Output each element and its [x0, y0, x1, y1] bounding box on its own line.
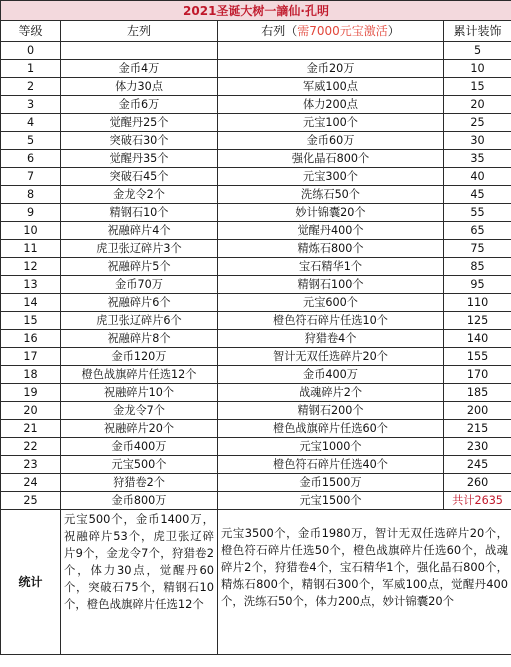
table-row	[1, 132, 511, 150]
level-cell: 5	[1, 132, 61, 150]
total-cell: 215	[444, 420, 511, 438]
total-cell: 85	[444, 258, 511, 276]
total-cell: 40	[444, 168, 511, 186]
stats-right-text: 元宝3500个，金币1980万，智计无双任选碎片20个，橙色符石碎片任选50个，橙色战旗碎片任选60个，战魂碎片2个，狩猎卷4个，宝石精华1个，强化晶石800个，精炼石800个，精钢石300个，军威100点，觉醒丹400个，洗练石50个，体力200点，妙计锦囊20个	[221, 526, 509, 608]
left-reward-cell: 虎卫张辽碎片6个	[61, 312, 218, 330]
right-reward-cell: 强化晶石800个	[218, 150, 444, 168]
table-row	[1, 240, 511, 258]
left-reward-cell: 狩猎卷2个	[61, 474, 218, 492]
left-reward-cell: 金币6万	[61, 96, 218, 114]
table-row	[1, 474, 511, 492]
left-reward-cell: 金币800万	[61, 492, 218, 510]
level-cell: 24	[1, 474, 61, 492]
left-reward-cell: 体力30点	[61, 78, 218, 96]
level-cell: 23	[1, 456, 61, 474]
table-row	[1, 492, 511, 510]
total-cell: 45	[444, 186, 511, 204]
table-row	[1, 456, 511, 474]
total-cell: 共计2635	[444, 492, 511, 510]
level-cell: 6	[1, 150, 61, 168]
level-cell: 12	[1, 258, 61, 276]
header-left: 左列	[61, 21, 218, 42]
header-total: 累计装饰	[444, 21, 511, 42]
total-cell: 125	[444, 312, 511, 330]
left-reward-cell: 觉醒丹35个	[61, 150, 218, 168]
left-reward-cell: 祝融碎片5个	[61, 258, 218, 276]
total-cell: 10	[444, 60, 511, 78]
header-level: 等级	[1, 21, 61, 42]
header-row	[1, 21, 511, 42]
table-title: 2021圣诞大树一謫仙·孔明	[1, 1, 511, 21]
right-reward-cell: 体力200点	[218, 96, 444, 114]
total-cell: 15	[444, 78, 511, 96]
level-cell: 15	[1, 312, 61, 330]
table-row	[1, 222, 511, 240]
level-cell: 13	[1, 276, 61, 294]
table-row	[1, 366, 511, 384]
right-reward-cell: 战魂碎片2个	[218, 384, 444, 402]
left-reward-cell: 金币400万	[61, 438, 218, 456]
left-reward-cell: 橙色战旗碎片任选12个	[61, 366, 218, 384]
left-reward-cell: 祝融碎片4个	[61, 222, 218, 240]
total-cell: 75	[444, 240, 511, 258]
level-cell: 22	[1, 438, 61, 456]
level-cell: 1	[1, 60, 61, 78]
table-row	[1, 276, 511, 294]
level-cell: 14	[1, 294, 61, 312]
title-row	[1, 1, 511, 21]
level-cell: 4	[1, 114, 61, 132]
level-cell: 3	[1, 96, 61, 114]
stats-row	[1, 510, 511, 655]
total-cell: 260	[444, 474, 511, 492]
right-reward-cell: 精炼石800个	[218, 240, 444, 258]
level-cell: 9	[1, 204, 61, 222]
level-cell: 17	[1, 348, 61, 366]
right-reward-cell: 金币400万	[218, 366, 444, 384]
total-cell: 110	[444, 294, 511, 312]
left-reward-cell: 突破石30个	[61, 132, 218, 150]
right-reward-cell: 元宝300个	[218, 168, 444, 186]
table-row	[1, 150, 511, 168]
left-reward-cell: 金币4万	[61, 60, 218, 78]
stats-label: 统计	[1, 510, 61, 655]
right-reward-cell: 橙色符石碎片任选10个	[218, 312, 444, 330]
right-reward-cell: 狩猎卷4个	[218, 330, 444, 348]
table-row	[1, 258, 511, 276]
total-cell: 155	[444, 348, 511, 366]
total-cell: 5	[444, 42, 511, 60]
level-cell: 0	[1, 42, 61, 60]
level-cell: 18	[1, 366, 61, 384]
right-reward-cell: 元宝100个	[218, 114, 444, 132]
left-reward-cell: 金币70万	[61, 276, 218, 294]
left-reward-cell: 觉醒丹25个	[61, 114, 218, 132]
right-reward-cell: 宝石精华1个	[218, 258, 444, 276]
header-right-note: 需7000元宝激活	[297, 24, 388, 38]
level-cell: 11	[1, 240, 61, 258]
table-row	[1, 186, 511, 204]
table-row	[1, 96, 511, 114]
stats-right-cell	[218, 510, 511, 655]
table-row	[1, 78, 511, 96]
table-row	[1, 348, 511, 366]
header-right-suffix: ）	[387, 24, 400, 38]
right-reward-cell: 军威100点	[218, 78, 444, 96]
total-cell: 30	[444, 132, 511, 150]
right-reward-cell: 金币60万	[218, 132, 444, 150]
left-reward-cell: 祝融碎片6个	[61, 294, 218, 312]
right-reward-cell: 妙计锦囊20个	[218, 204, 444, 222]
left-reward-cell: 虎卫张辽碎片3个	[61, 240, 218, 258]
level-cell: 20	[1, 402, 61, 420]
level-cell: 19	[1, 384, 61, 402]
right-reward-cell: 元宝1500个	[218, 492, 444, 510]
left-reward-cell: 祝融碎片20个	[61, 420, 218, 438]
level-cell: 2	[1, 78, 61, 96]
left-reward-cell: 金龙令7个	[61, 402, 218, 420]
right-reward-cell: 智计无双任选碎片20个	[218, 348, 444, 366]
table-row	[1, 420, 511, 438]
table-row	[1, 330, 511, 348]
right-reward-cell	[218, 42, 444, 60]
total-cell: 200	[444, 402, 511, 420]
left-reward-cell: 祝融碎片10个	[61, 384, 218, 402]
table-row	[1, 402, 511, 420]
level-cell: 10	[1, 222, 61, 240]
total-cell: 185	[444, 384, 511, 402]
total-cell: 35	[444, 150, 511, 168]
level-cell: 16	[1, 330, 61, 348]
right-reward-cell: 觉醒丹400个	[218, 222, 444, 240]
right-reward-cell: 精钢石100个	[218, 276, 444, 294]
left-reward-cell: 金龙令2个	[61, 186, 218, 204]
total-cell: 245	[444, 456, 511, 474]
left-reward-cell: 元宝500个	[61, 456, 218, 474]
total-cell: 170	[444, 366, 511, 384]
left-reward-cell	[61, 42, 218, 60]
table-row	[1, 168, 511, 186]
table-row	[1, 438, 511, 456]
total-cell: 20	[444, 96, 511, 114]
total-cell: 95	[444, 276, 511, 294]
total-cell: 25	[444, 114, 511, 132]
left-reward-cell: 金币120万	[61, 348, 218, 366]
total-cell: 55	[444, 204, 511, 222]
table-row	[1, 60, 511, 78]
right-reward-cell: 精钢石200个	[218, 402, 444, 420]
right-reward-cell: 金币20万	[218, 60, 444, 78]
table-row	[1, 114, 511, 132]
header-right-prefix: 右列（	[261, 24, 298, 38]
right-reward-cell: 元宝1000个	[218, 438, 444, 456]
left-reward-cell: 精钢石10个	[61, 204, 218, 222]
total-cell: 140	[444, 330, 511, 348]
table-row	[1, 294, 511, 312]
level-cell: 25	[1, 492, 61, 510]
stats-left-cell	[61, 510, 218, 655]
right-reward-cell: 橙色战旗碎片任选60个	[218, 420, 444, 438]
left-reward-cell: 祝融碎片8个	[61, 330, 218, 348]
level-cell: 21	[1, 420, 61, 438]
stats-left-text: 元宝500个，金币1400万，祝融碎片53个，虎卫张辽碎片9个，金龙令7个，狩猎卷2个，体力30点，觉醒丹60个，突破石75个，精钢石10个，橙色战旗碎片任选12个	[64, 512, 214, 611]
right-reward-cell: 洗练石50个	[218, 186, 444, 204]
total-cell: 65	[444, 222, 511, 240]
right-reward-cell: 元宝600个	[218, 294, 444, 312]
table-row	[1, 312, 511, 330]
level-cell: 8	[1, 186, 61, 204]
level-cell: 7	[1, 168, 61, 186]
header-right	[218, 21, 444, 42]
right-reward-cell: 橙色符石碎片任选40个	[218, 456, 444, 474]
right-reward-cell: 金币1500万	[218, 474, 444, 492]
table-row	[1, 384, 511, 402]
left-reward-cell: 突破石45个	[61, 168, 218, 186]
table-row	[1, 204, 511, 222]
table-row	[1, 42, 511, 60]
total-cell: 230	[444, 438, 511, 456]
